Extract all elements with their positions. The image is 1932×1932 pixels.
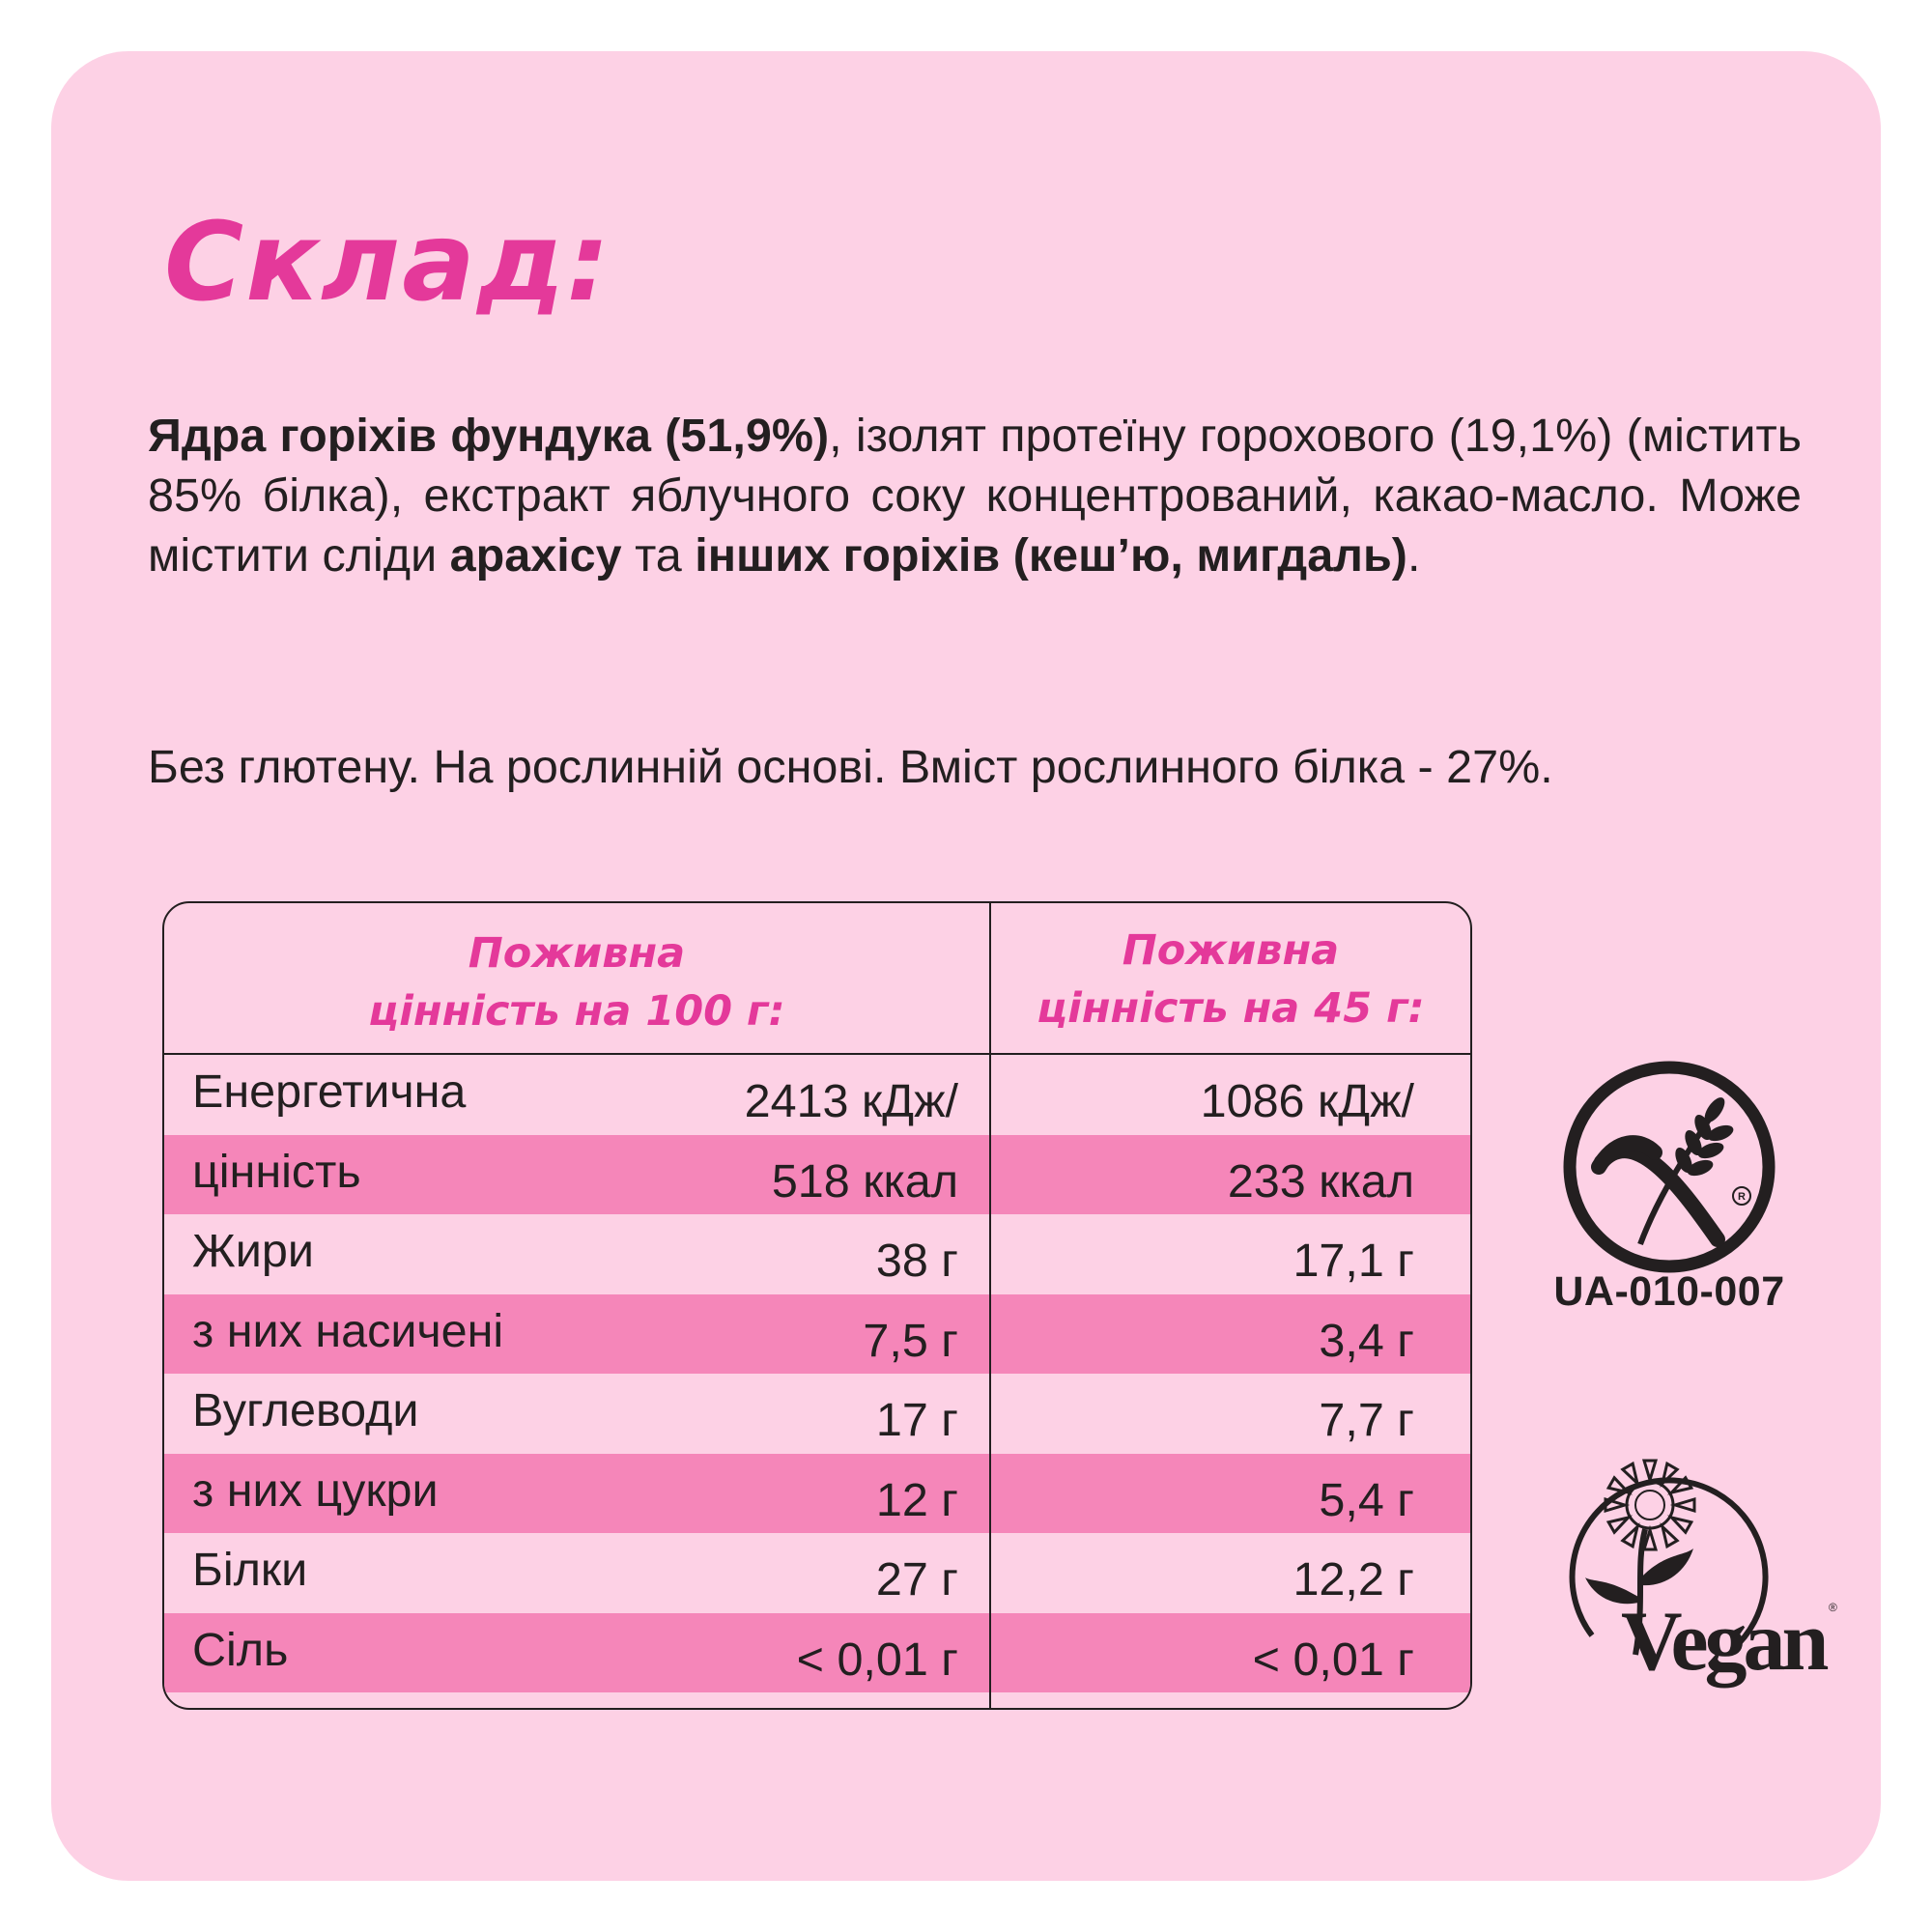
ingredients-end: . — [1406, 529, 1421, 582]
value-per-100g: 12 г — [875, 1473, 958, 1526]
value-per-100g: 518 ккал — [771, 1154, 958, 1208]
table-row — [164, 1374, 1470, 1454]
nutrition-rows — [164, 1055, 1470, 1692]
ingredients-rest: , ізолят протеїну горохового (19,1%) (містить 85% білка), екстракт яблучного соку концентрований, какао-масло. Може містити сліди — [148, 410, 1802, 582]
row-label: Вуглеводи — [192, 1384, 419, 1436]
table-row — [164, 1135, 1470, 1215]
allergen-peanut: арахісу — [449, 529, 622, 582]
svg-text:R: R — [1738, 1191, 1746, 1203]
row-label: Енергетична — [192, 1065, 467, 1118]
nutrition-table — [162, 901, 1472, 1710]
value-per-45g: < 0,01 г — [1252, 1633, 1414, 1686]
value-per-45g: 5,4 г — [1319, 1473, 1414, 1526]
table-row — [164, 1454, 1470, 1534]
ingredients-and: та — [621, 529, 696, 582]
row-label: Жири — [192, 1225, 314, 1277]
header-per-100g-line1: Поживна — [468, 928, 686, 978]
row-label: цінність — [192, 1145, 361, 1198]
value-per-45g: 1086 кДж/ — [1200, 1075, 1414, 1127]
row-label: з них цукри — [192, 1463, 439, 1517]
value-per-100g: 2413 кДж/ — [744, 1075, 958, 1127]
allergen-nuts: інших горіхів (кеш’ю, мигдаль) — [695, 529, 1407, 582]
vegan-text: Vegan — [1621, 1595, 1826, 1689]
value-per-100g: 27 г — [875, 1553, 958, 1605]
ingredients-text — [148, 406, 1802, 585]
composition-title: Склад: — [164, 200, 612, 326]
gluten-free-code: UA-010-007 — [1553, 1268, 1785, 1315]
header-per-100g — [164, 903, 989, 1053]
column-divider — [989, 903, 991, 1708]
ingredients-main: Ядра горіхів фундука (51,9%) — [148, 410, 830, 462]
value-per-45g: 233 ккал — [1227, 1154, 1414, 1208]
value-per-100g: 38 г — [875, 1235, 958, 1287]
row-label: Білки — [192, 1544, 308, 1596]
table-row — [164, 1055, 1470, 1135]
value-per-45g: 7,7 г — [1319, 1394, 1414, 1446]
value-per-100g: < 0,01 г — [796, 1633, 958, 1686]
header-per-45g-line1: Поживна — [1122, 925, 1340, 975]
header-per-100g-line2: цінність на 100 г: — [368, 986, 785, 1036]
value-per-45g: 17,1 г — [1293, 1235, 1414, 1287]
value-per-100g: 17 г — [875, 1394, 958, 1446]
value-per-45g: 12,2 г — [1293, 1553, 1414, 1605]
table-row — [164, 1294, 1470, 1375]
registered-mark: ® — [1829, 1601, 1837, 1614]
table-row — [164, 1533, 1470, 1613]
value-per-45g: 3,4 г — [1319, 1314, 1414, 1367]
row-label: з них насичені — [192, 1304, 504, 1357]
vegan-sunflower-icon — [1539, 1433, 1848, 1713]
label-card — [51, 51, 1881, 1881]
header-per-45g-line2: цінність на 45 г: — [1037, 983, 1425, 1033]
crossed-grain-icon — [1548, 1046, 1790, 1288]
header-per-45g — [991, 903, 1470, 1053]
value-per-100g: 7,5 г — [863, 1314, 958, 1367]
diet-note: Без глютену. На рослинній основі. Вміст рослинного білка - 27%. — [148, 741, 1553, 793]
row-label: Сіль — [192, 1623, 289, 1676]
table-row — [164, 1613, 1470, 1693]
table-row — [164, 1214, 1470, 1294]
